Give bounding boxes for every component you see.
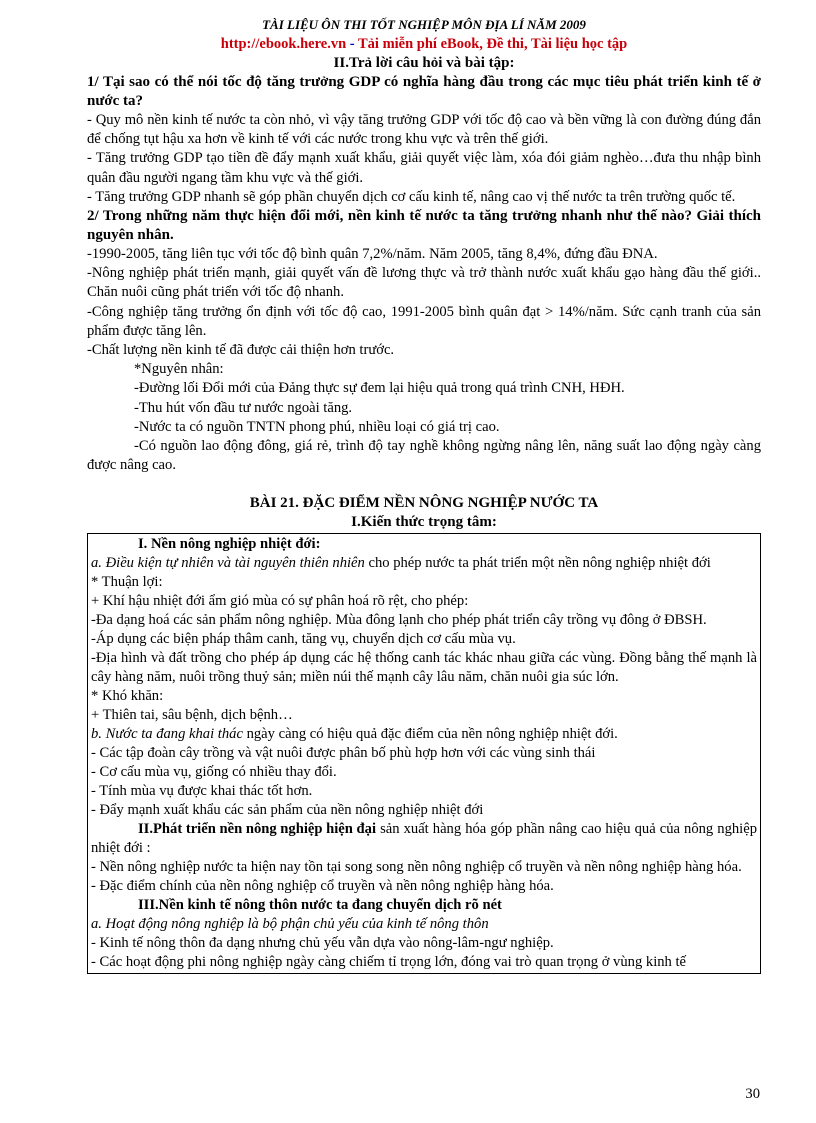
knowledge-box bbox=[87, 533, 761, 974]
header-title: TÀI LIỆU ÔN THI TỐT NGHIỆP MÔN ĐỊA LÍ NĂM 2009 bbox=[262, 17, 586, 32]
cause-1: -Đường lối Đổi mới của Đảng thực sự đem lại hiệu quả trong quá trình CNH, HĐH. bbox=[134, 380, 625, 397]
part1-a bbox=[91, 554, 757, 573]
header-banner bbox=[87, 34, 761, 54]
lesson-title: BÀI 21. ĐẶC ĐIỂM NỀN NÔNG NGHIỆP NƯỚC TA bbox=[249, 495, 599, 512]
part2-heading: II.Phát triển nền nông nghiệp hiện đại bbox=[138, 821, 377, 838]
part1-a-italic: a. Điều kiện tự nhiên và tài nguyên thiên nhiên bbox=[91, 555, 365, 572]
adv-4: -Địa hình và đất trồng cho phép áp dụng các hệ thống canh tác khác nhau giữa các vùng. Đồng bằng thế mạnh là cây hàng năm, nuôi trồng thuỷ sản; miền núi thế mạnh cây lâu năm, chăn nuôi gia súc lớn. bbox=[91, 650, 757, 686]
header-tagline[interactable]: Tải miễn phí eBook, Đề thi, Tài liệu học tập bbox=[358, 36, 628, 52]
section-title: II.Trả lời câu hỏi và bài tập: bbox=[333, 55, 515, 71]
answer-2-2: -Nông nghiệp phát triển mạnh, giải quyết vấn đề lương thực và trở thành nước xuất khẩu gạo hàng đầu thế giới.. Chăn nuôi cũng phát triển với tốc độ nhanh. bbox=[87, 265, 761, 301]
b-item-2: - Cơ cấu mùa vụ, giống có nhiều thay đổi. bbox=[91, 764, 337, 781]
question-1: 1/ Tại sao có thể nói tốc độ tăng trưởng GDP có nghĩa hàng đầu trong các mục tiêu phát triển kinh tế ở nước ta? bbox=[87, 74, 761, 109]
cause-2: -Thu hút vốn đầu tư nước ngoài tăng. bbox=[134, 399, 353, 416]
dis-label: * Khó khăn: bbox=[91, 688, 164, 705]
adv-label: * Thuận lợi: bbox=[91, 574, 163, 591]
answer-1-1: - Quy mô nền kinh tế nước ta còn nhỏ, vì vậy tăng trưởng GDP với tốc độ cao và bền vững là con đường đúng đắn để chống tụt hậu xa hơn về kinh tế với các nước trong khu vực và trên thế giới. bbox=[87, 112, 761, 148]
part1-b-italic: b. Nước ta đang khai thác bbox=[91, 726, 243, 743]
answer-1-2: - Tăng trưởng GDP tạo tiền đề đẩy mạnh xuất khẩu, giải quyết việc làm, xóa đói giảm nghèo…đưa thu nhập bình quân đầu người ngang tầm khu vực và thế giới. bbox=[87, 150, 761, 186]
header-link[interactable]: http://ebook.here.vn bbox=[220, 36, 347, 52]
b-item-3: - Tính mùa vụ được khai thác tốt hơn. bbox=[91, 783, 313, 800]
b-item-4: - Đẩy mạnh xuất khẩu các sản phẩm của nền nông nghiệp nhiệt đới bbox=[91, 802, 484, 819]
part1-b-rest: ngày càng có hiệu quả đặc điểm của nền nông nghiệp nhiệt đới. bbox=[242, 726, 618, 743]
adv-3: -Áp dụng các biện pháp thâm canh, tăng vụ, chuyển dịch cơ cấu mùa vụ. bbox=[91, 631, 516, 648]
answer-2-3: -Công nghiệp tăng trưởng ổn định với tốc độ cao, 1991-2005 bình quân đạt > 14%/năm. Sức cạnh tranh của sản phẩm được tăng lên. bbox=[87, 303, 761, 339]
page-number: 30 bbox=[745, 1086, 760, 1102]
cause-3: -Nước ta có nguồn TNTN phong phú, nhiều loại có giá trị cao. bbox=[134, 418, 500, 435]
b-item-1: - Các tập đoàn cây trồng và vật nuôi được phân bố phù hợp hơn với các vùng sinh thái bbox=[91, 745, 596, 762]
part3-a: a. Hoạt động nông nghiệp là bộ phận chủ yếu của kinh tế nông thôn bbox=[91, 916, 489, 933]
part2-heading-line bbox=[91, 820, 757, 858]
adv-1: + Khí hậu nhiệt đới ẩm gió mùa có sự phân hoá rõ rệt, cho phép: bbox=[91, 593, 469, 610]
answer-2-4: -Chất lượng nền kinh tế đã được cải thiện hơn trước. bbox=[87, 342, 395, 359]
part3-heading: III.Nền kinh tế nông thôn nước ta đang chuyển dịch rõ nét bbox=[138, 897, 502, 914]
part1-b bbox=[91, 725, 757, 744]
part3-item-2: - Các hoạt động phi nông nghiệp ngày càng chiếm tỉ trọng lớn, đóng vai trò quan trọng ở vùng kinh tế bbox=[91, 954, 687, 971]
header-separator: - bbox=[346, 36, 358, 52]
answer-1-3: - Tăng trưởng GDP nhanh sẽ góp phần chuyển dịch cơ cấu kinh tế, nâng cao vị thế nước ta trên trường quốc tế. bbox=[87, 188, 736, 205]
lesson-subtitle: I.Kiến thức trọng tâm: bbox=[351, 514, 497, 531]
part3-item-1: - Kinh tế nông thôn đa dạng nhưng chủ yếu vẫn dựa vào nông-lâm-ngư nghiệp. bbox=[91, 935, 554, 952]
adv-2: -Đa dạng hoá các sản phẩm nông nghiệp. Mùa đông lạnh cho phép phát triển cây trồng vụ đông ở ĐBSH. bbox=[91, 612, 707, 629]
part1-heading: I. Nền nông nghiệp nhiệt đới: bbox=[138, 536, 321, 553]
part2-heading-rest: sản xuất hàng hóa góp phần nâng cao hiệu quả của nông nghiệp nhiệt đới : bbox=[91, 821, 757, 857]
document-page bbox=[87, 12, 761, 974]
dis-1: + Thiên tai, sâu bệnh, dịch bệnh… bbox=[91, 707, 293, 724]
answer-2-1: -1990-2005, tăng liên tục với tốc độ bình quân 7,2%/năm. Năm 2005, tăng 8,4%, đứng đầu ĐNA. bbox=[87, 246, 658, 263]
part1-a-rest: cho phép nước ta phát triển một nền nông nghiệp nhiệt đới bbox=[364, 555, 711, 572]
question-2: 2/ Trong những năm thực hiện đổi mới, nền kinh tế nước ta tăng trưởng nhanh như thế nào? Giải thích nguyên nhân. bbox=[87, 208, 761, 244]
cause-4: -Có nguồn lao động đông, giá rẻ, trình độ tay nghề không ngừng nâng lên, năng suất lao động ngày càng được nâng cao. bbox=[87, 438, 761, 474]
part2-item-2: - Đặc điểm chính của nền nông nghiệp cổ truyền và nền nông nghiệp hàng hóa. bbox=[91, 878, 554, 895]
part2-item-1: - Nền nông nghiệp nước ta hiện nay tồn tại song song nền nông nghiệp cổ truyền và nền nông nghiệp hàng hóa. bbox=[91, 859, 742, 876]
causes-label: *Nguyên nhân: bbox=[134, 361, 224, 378]
